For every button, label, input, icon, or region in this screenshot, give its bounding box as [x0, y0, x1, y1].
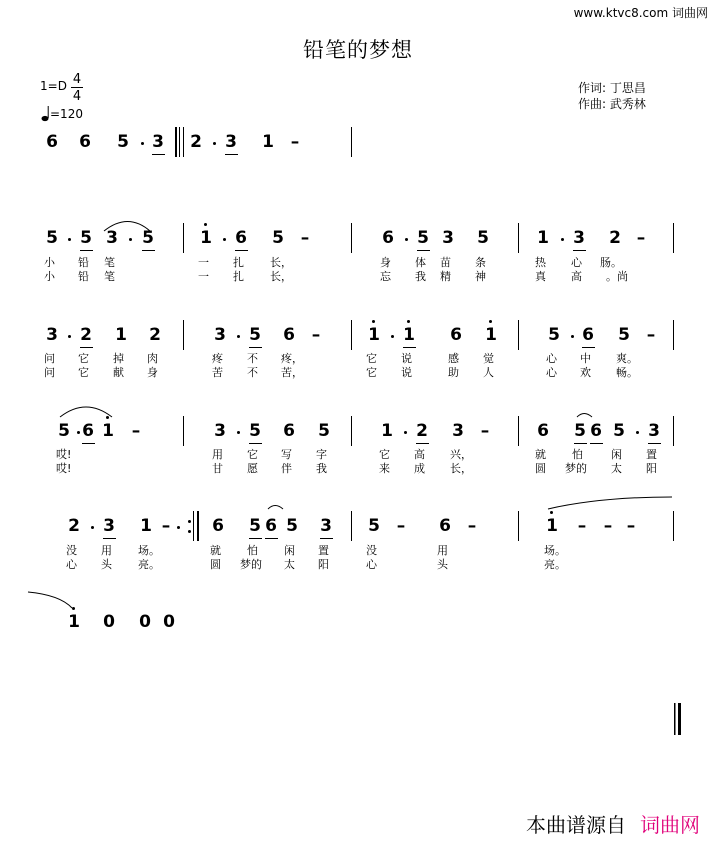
time-signature-top: 4	[72, 72, 82, 87]
lyric: 铅	[78, 270, 89, 283]
lyric: 感	[448, 352, 459, 365]
key-signature: 1=D	[40, 79, 67, 93]
note: –	[300, 228, 310, 248]
note: 1	[485, 325, 497, 345]
lyric: 圆	[210, 558, 221, 571]
lyric: 疼	[212, 352, 223, 365]
lyric: 圆	[535, 462, 546, 475]
note: 3	[452, 421, 464, 441]
note: 6	[283, 325, 295, 345]
note: 5	[613, 421, 625, 441]
lyric: 阳	[646, 462, 657, 475]
lyric: 太	[611, 462, 622, 475]
lyric: 肠。	[600, 256, 622, 269]
slur	[268, 506, 283, 510]
note: –	[626, 516, 636, 536]
note: 3	[106, 228, 118, 248]
note: 5	[618, 325, 630, 345]
lyric: 不	[247, 366, 258, 379]
lyric: 太	[284, 558, 295, 571]
lyric: 热	[535, 256, 546, 269]
site-url[interactable]: www.ktvc8.com 词曲网	[573, 6, 708, 20]
note: 0	[139, 612, 151, 632]
note: 5	[272, 228, 284, 248]
lyric: 梦的	[240, 558, 262, 571]
note: 6	[46, 132, 58, 152]
note: 5	[477, 228, 489, 248]
lyric: 一	[198, 270, 209, 283]
lyric: 闲	[611, 448, 622, 461]
lyric: 心	[66, 558, 77, 571]
note: 6	[582, 325, 594, 345]
note: 6	[79, 132, 91, 152]
note: 5	[318, 421, 330, 441]
note: 5	[46, 228, 58, 248]
lyric: 它	[379, 448, 390, 461]
lyric: 就	[535, 448, 546, 461]
lyric: 它	[78, 366, 89, 379]
note: 0	[103, 612, 115, 632]
lyric: 怕	[247, 544, 258, 557]
lyric: 中	[580, 352, 591, 365]
note: 6	[382, 228, 394, 248]
note: 6	[265, 516, 277, 536]
lyric: 苦，	[281, 366, 303, 379]
lyric: 梦的	[565, 462, 587, 475]
composer-credit: 作曲: 武秀林	[578, 97, 646, 111]
slur	[577, 414, 592, 418]
note: 6	[235, 228, 247, 248]
note: 6	[283, 421, 295, 441]
lyric: 问	[44, 352, 55, 365]
lyric: 体	[415, 256, 426, 269]
lyric: 写	[281, 448, 292, 461]
note: 5	[249, 516, 261, 536]
note: 3	[442, 228, 454, 248]
lyric: 置	[646, 448, 657, 461]
note: –	[161, 516, 171, 536]
tie	[548, 497, 672, 509]
note: 3	[46, 325, 58, 345]
lyric: 用	[437, 544, 448, 557]
lyric: 没	[366, 544, 377, 557]
lyric: 肉	[147, 352, 158, 365]
lyric: 问	[44, 366, 55, 379]
note: 5	[417, 228, 429, 248]
lyric: 亮。	[544, 558, 566, 571]
lyric: 哎!	[56, 462, 72, 475]
note: 2	[68, 516, 80, 536]
note: 1	[546, 516, 558, 536]
note: 3	[225, 132, 237, 152]
note: 1	[115, 325, 127, 345]
lyric: 字	[316, 448, 327, 461]
note: 5	[286, 516, 298, 536]
lyric: 阳	[318, 558, 329, 571]
lyric: 掉	[113, 352, 124, 365]
lyric: 不	[247, 352, 258, 365]
note: 6	[537, 421, 549, 441]
note: 5	[142, 228, 154, 248]
lyric: 没	[66, 544, 77, 557]
lyric: 长，	[270, 270, 292, 283]
note: 0	[163, 612, 175, 632]
lyric: 欢	[580, 366, 591, 379]
lyric: 精	[440, 270, 451, 283]
note: 6	[590, 421, 602, 441]
lyric: 笔	[104, 256, 115, 269]
lyric: 场。	[138, 544, 160, 557]
lyric: 心	[571, 256, 582, 269]
lyric: 助	[448, 366, 459, 379]
lyric: 它	[247, 448, 258, 461]
note: –	[480, 421, 490, 441]
lyric: 怕	[572, 448, 583, 461]
lyric: 它	[366, 366, 377, 379]
note: 6	[82, 421, 94, 441]
note: 1	[403, 325, 415, 345]
lyric: 苗	[440, 256, 451, 269]
note: 1	[140, 516, 152, 536]
lyric: 人	[483, 366, 494, 379]
lyric: 成	[414, 462, 425, 475]
note: 5	[574, 421, 586, 441]
lyricist-credit: 作词: 丁思昌	[578, 81, 646, 95]
note: –	[636, 228, 646, 248]
lyric: 铅	[78, 256, 89, 269]
lyric: 就	[210, 544, 221, 557]
lyric: 真	[535, 270, 546, 283]
lyric: 畅。	[616, 366, 638, 379]
note: 2	[416, 421, 428, 441]
note: –	[603, 516, 613, 536]
note: 3	[648, 421, 660, 441]
lyric: 亮。	[138, 558, 160, 571]
lyric: 愿	[247, 462, 258, 475]
note: 3	[103, 516, 115, 536]
note: 2	[80, 325, 92, 345]
note: 5	[368, 516, 380, 536]
lyric: 小	[44, 270, 55, 283]
lyric: 扎	[233, 270, 244, 283]
lyric: 觉	[483, 352, 494, 365]
footer-text: 本曲谱源自	[526, 813, 626, 837]
lyric: 身	[147, 366, 158, 379]
note: 3	[214, 325, 226, 345]
slur	[104, 222, 150, 232]
footer-brand[interactable]: 词曲网	[640, 813, 700, 837]
lyric: 心	[546, 352, 557, 365]
lyric: 。尚	[606, 270, 628, 283]
note: –	[646, 325, 656, 345]
note: 1	[200, 228, 212, 248]
lyric: 条	[475, 256, 486, 269]
lyric: 它	[78, 352, 89, 365]
lyric: 用	[101, 544, 112, 557]
final-barline-thick	[678, 703, 681, 735]
slur	[60, 407, 112, 417]
note: 1	[102, 421, 114, 441]
lyric: 伴	[281, 462, 292, 475]
note: 1	[381, 421, 393, 441]
lyric: 长，	[450, 462, 472, 475]
note: –	[131, 421, 141, 441]
note: 1	[537, 228, 549, 248]
lyric: 笔	[104, 270, 115, 283]
note: 3	[214, 421, 226, 441]
lyric: 头	[437, 558, 448, 571]
lyric: 身	[380, 256, 391, 269]
note: 2	[149, 325, 161, 345]
note: –	[467, 516, 477, 536]
lyric: 心	[366, 558, 377, 571]
note: 1	[368, 325, 380, 345]
note: –	[290, 132, 300, 152]
note: 5	[80, 228, 92, 248]
lyric: 长，	[270, 256, 292, 269]
lyric: 甘	[212, 462, 223, 475]
lyric: 来	[379, 462, 390, 475]
lyric: 高	[414, 448, 425, 461]
time-signature-bottom: 4	[72, 89, 82, 104]
source-footer	[526, 809, 700, 838]
note: 3	[320, 516, 332, 536]
note: 1	[262, 132, 274, 152]
lyric: 小	[44, 256, 55, 269]
lyric: 用	[212, 448, 223, 461]
note: 5	[117, 132, 129, 152]
lyric: 神	[475, 270, 486, 283]
lyric: 场。	[544, 544, 566, 557]
note: 6	[450, 325, 462, 345]
lyric: 一	[198, 256, 209, 269]
note: –	[577, 516, 587, 536]
final-barline-thin	[674, 703, 676, 735]
lyric: 扎	[233, 256, 244, 269]
note: –	[311, 325, 321, 345]
lyric: 说	[401, 352, 412, 365]
lyric: 我	[316, 462, 327, 475]
note: 5	[58, 421, 70, 441]
note: 2	[190, 132, 202, 152]
lyric: 哎!	[56, 448, 72, 461]
lyric: 苦	[212, 366, 223, 379]
lyric: 说	[401, 366, 412, 379]
lyric: 头	[101, 558, 112, 571]
note: 1	[68, 612, 80, 632]
lyric: 我	[415, 270, 426, 283]
lyric: 它	[366, 352, 377, 365]
note: 5	[249, 421, 261, 441]
note: 5	[249, 325, 261, 345]
note: 6	[439, 516, 451, 536]
note: –	[396, 516, 406, 536]
lyric: 兴，	[450, 448, 472, 461]
lyric: 闲	[284, 544, 295, 557]
song-title: 铅笔的梦想	[303, 38, 413, 62]
tempo-marking: =120	[50, 107, 83, 121]
tie	[28, 592, 72, 608]
lyric: 爽。	[616, 352, 638, 365]
note: 2	[609, 228, 621, 248]
lyric: 忘	[380, 270, 391, 283]
lyric: 献	[113, 366, 124, 379]
lyric: 心	[546, 366, 557, 379]
note: 3	[573, 228, 585, 248]
note: 6	[212, 516, 224, 536]
lyric: 置	[318, 544, 329, 557]
lyric: 高	[571, 270, 582, 283]
lyric: 疼，	[281, 352, 303, 365]
note: 5	[548, 325, 560, 345]
note: 3	[152, 132, 164, 152]
